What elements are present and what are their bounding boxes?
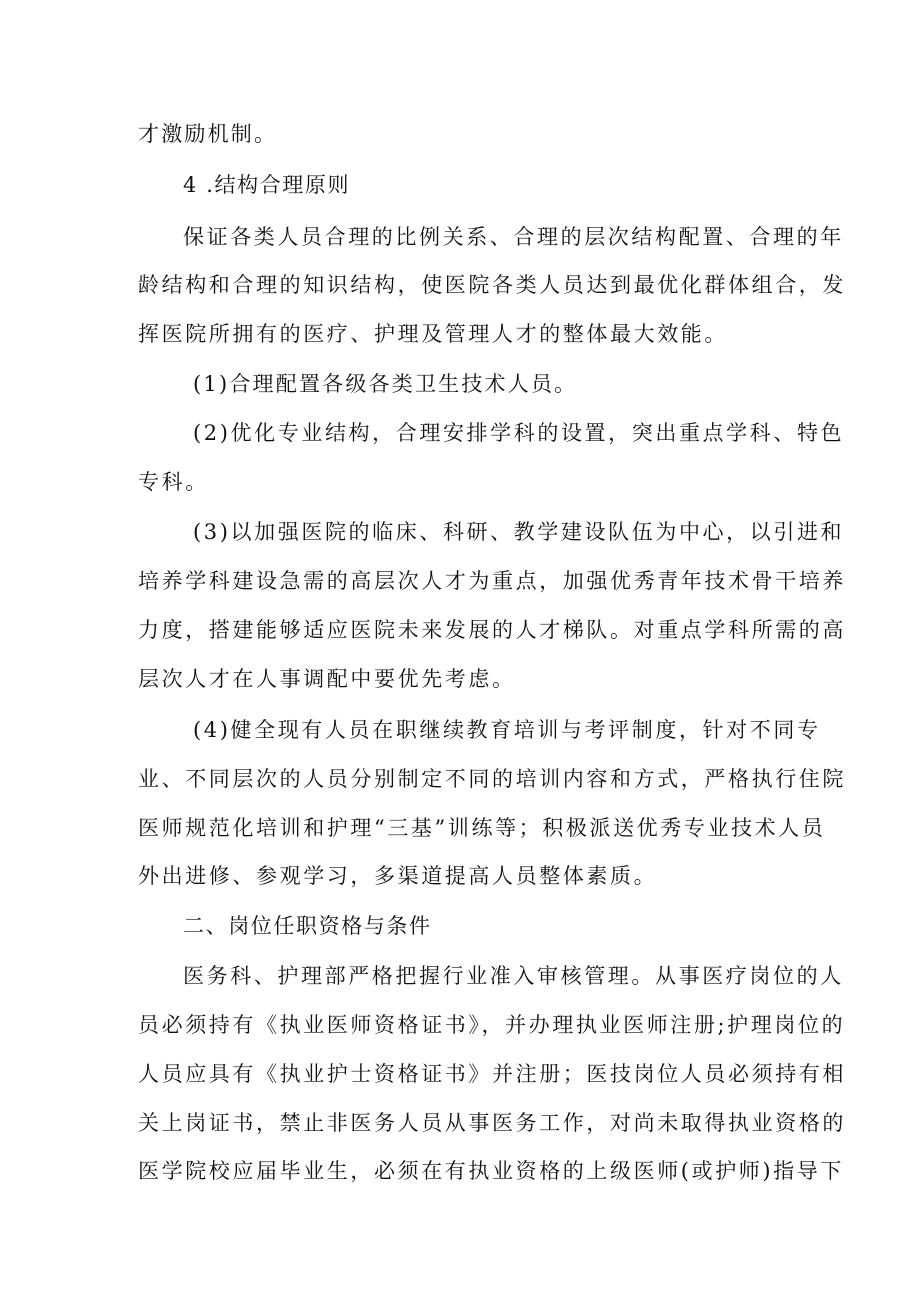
paragraph-line: 层次人才在人事调配中要优先考虑。 [138,667,516,691]
list-item-2: (2)优化专业结构，合理安排学科的设置，突出重点学科、特色 [193,421,845,445]
paragraph-line: 关上岗证书，禁止非医务人员从事医务工作，对尚未取得执业资格的 [138,1111,846,1135]
paragraph-line: 力度，搭建能够适应医院未来发展的人才梯队。对重点学科所需的高 [138,618,846,642]
list-item-3: (3)以加强医院的临床、科研、教学建设队伍为中心，以引进和 [193,520,845,544]
paragraph-line: 员必须持有《执业医师资格证书》，并办理执业医师注册;护理岗位的 [138,1013,846,1037]
paragraph-line: 挥医院所拥有的医疗、护理及管理人才的整体最大效能。 [138,322,728,346]
paragraph-line: 龄结构和合理的知识结构，使医院各类人员达到最优化群体组合，发 [138,273,846,297]
section-heading-job-qualifications: 二、岗位任职资格与条件 [183,914,432,938]
paragraph-line: 医学院校应届毕业生，必须在有执业资格的上级医师(或护师)指导下 [138,1159,844,1183]
paragraph-line: 专科。 [138,470,209,494]
paragraph-line: 外出进修、参观学习，多渠道提高人员整体素质。 [138,864,658,888]
list-item-4: (4)健全现有人员在职继续教育培训与考评制度，针对不同专 [193,718,821,742]
list-item-1: (1)合理配置各级各类卫生技术人员。 [193,372,578,396]
paragraph-line: 业、不同层次的人员分别制定不同的培训内容和方式，严格执行住院 [138,767,846,791]
paragraph-line: 培养学科建设急需的高层次人才为重点，加强优秀青年技术骨干培养 [138,569,846,593]
paragraph-line: 医务科、护理部严格把握行业准入审核管理。从事医疗岗位的人 [183,964,844,988]
text-line-continuation: 才激励机制。 [138,122,278,146]
section-heading-structure-principle: 4 .结构合理原则 [183,173,351,197]
paragraph-line: 医师规范化培训和护理“三基”训练等；积极派送优秀专业技术人员 [138,816,826,840]
paragraph-line: 保证各类人员合理的比例关系、合理的层次结构配置、合理的年 [183,225,844,249]
paragraph-line: 人员应具有《执业护士资格证书》并注册；医技岗位人员必须持有相 [138,1062,846,1086]
